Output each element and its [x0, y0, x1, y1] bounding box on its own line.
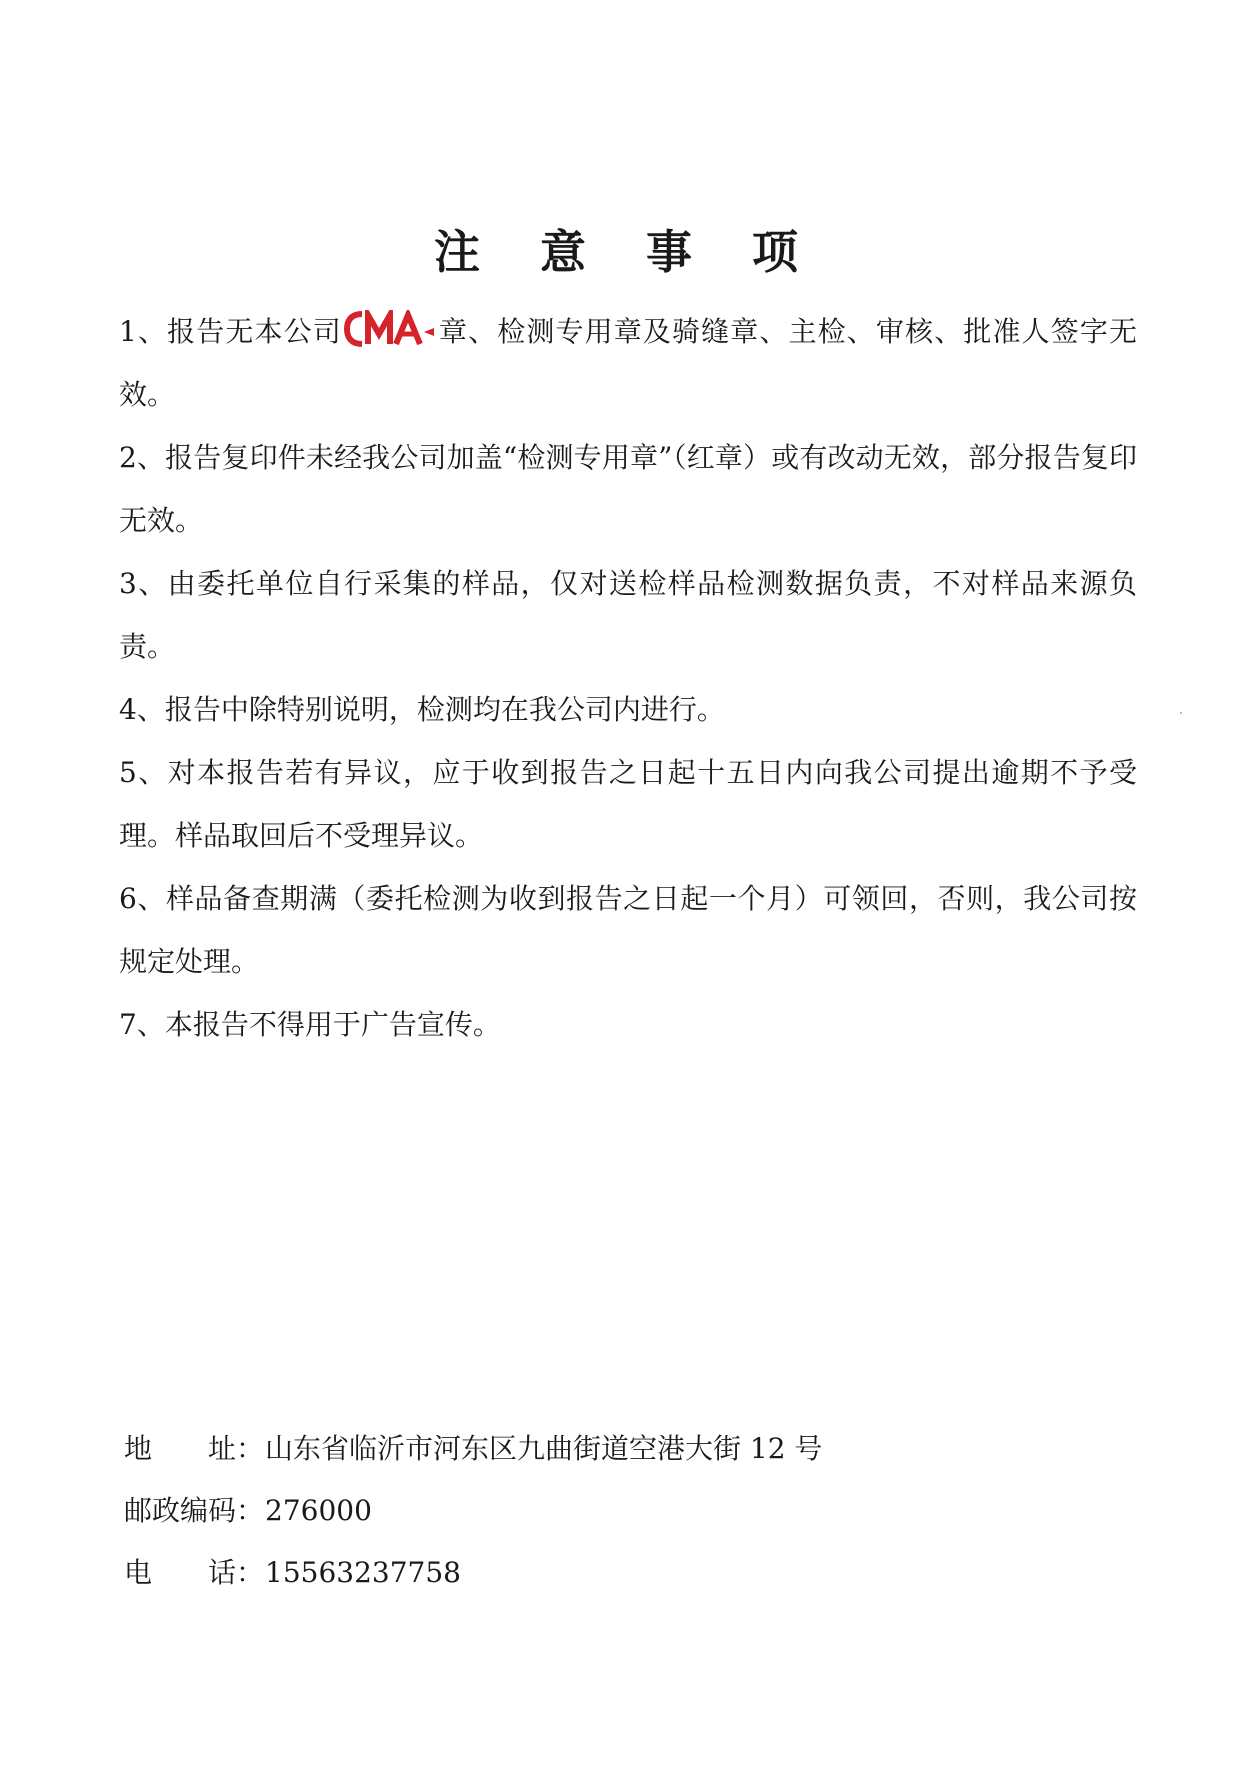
address-value: 山东省临沂市河东区九曲街道空港大街 12 号	[265, 1432, 823, 1465]
note-item-6	[119, 867, 1137, 993]
cma-stamp-icon	[344, 307, 436, 345]
note-item-4	[119, 678, 1137, 741]
note-text: 样品备查期满（委托检测为收到报告之日起一个月）可领回，否则，我公司按规定处理。	[119, 882, 1137, 978]
note-number: 4、	[119, 693, 165, 726]
note-number: 1、	[119, 315, 168, 348]
note-text-before-mark: 报告无本公司	[167, 315, 342, 348]
notes-list	[119, 300, 1137, 1056]
note-text: 报告复印件未经我公司加盖“检测专用章”（红章）或有改动无效，部分报告复印无效。	[119, 441, 1137, 537]
note-item-5	[119, 741, 1137, 867]
note-item-2	[119, 426, 1137, 552]
note-item-1	[119, 300, 1137, 426]
note-text: 由委托单位自行采集的样品，仅对送检样品检测数据负责，不对样品来源负责。	[119, 567, 1137, 663]
postcode-value: 276000	[265, 1494, 372, 1527]
page-title: 注 意 事 项	[433, 225, 821, 279]
phone-row	[124, 1542, 1024, 1604]
note-number: 6、	[119, 882, 166, 915]
scan-speck	[1180, 712, 1182, 714]
note-text: 本报告不得用于广告宣传。	[164, 1008, 501, 1041]
contact-info	[124, 1418, 1024, 1604]
postcode-row	[124, 1480, 1024, 1542]
note-number: 5、	[119, 756, 168, 789]
note-text: 报告中除特别说明，检测均在我公司内进行。	[164, 693, 725, 726]
address-label: 地 址：	[124, 1432, 265, 1465]
note-number: 3、	[119, 567, 168, 600]
note-item-7	[119, 993, 1137, 1056]
postcode-label: 邮政编码：	[124, 1494, 265, 1527]
note-text-after-mark: 章、检测专用章及骑缝章、主检、审核、批准人签字无效。	[119, 315, 1137, 411]
note-text: 对本报告若有异议，应于收到报告之日起十五日内向我公司提出逾期不予受理。样品取回后不受理异议。	[119, 756, 1137, 852]
note-item-3	[119, 552, 1137, 678]
note-number: 2、	[119, 441, 166, 474]
note-number: 7、	[119, 1008, 165, 1041]
phone-label: 电 话：	[124, 1556, 265, 1589]
address-row	[124, 1418, 1024, 1480]
phone-value: 15563237758	[265, 1556, 461, 1589]
